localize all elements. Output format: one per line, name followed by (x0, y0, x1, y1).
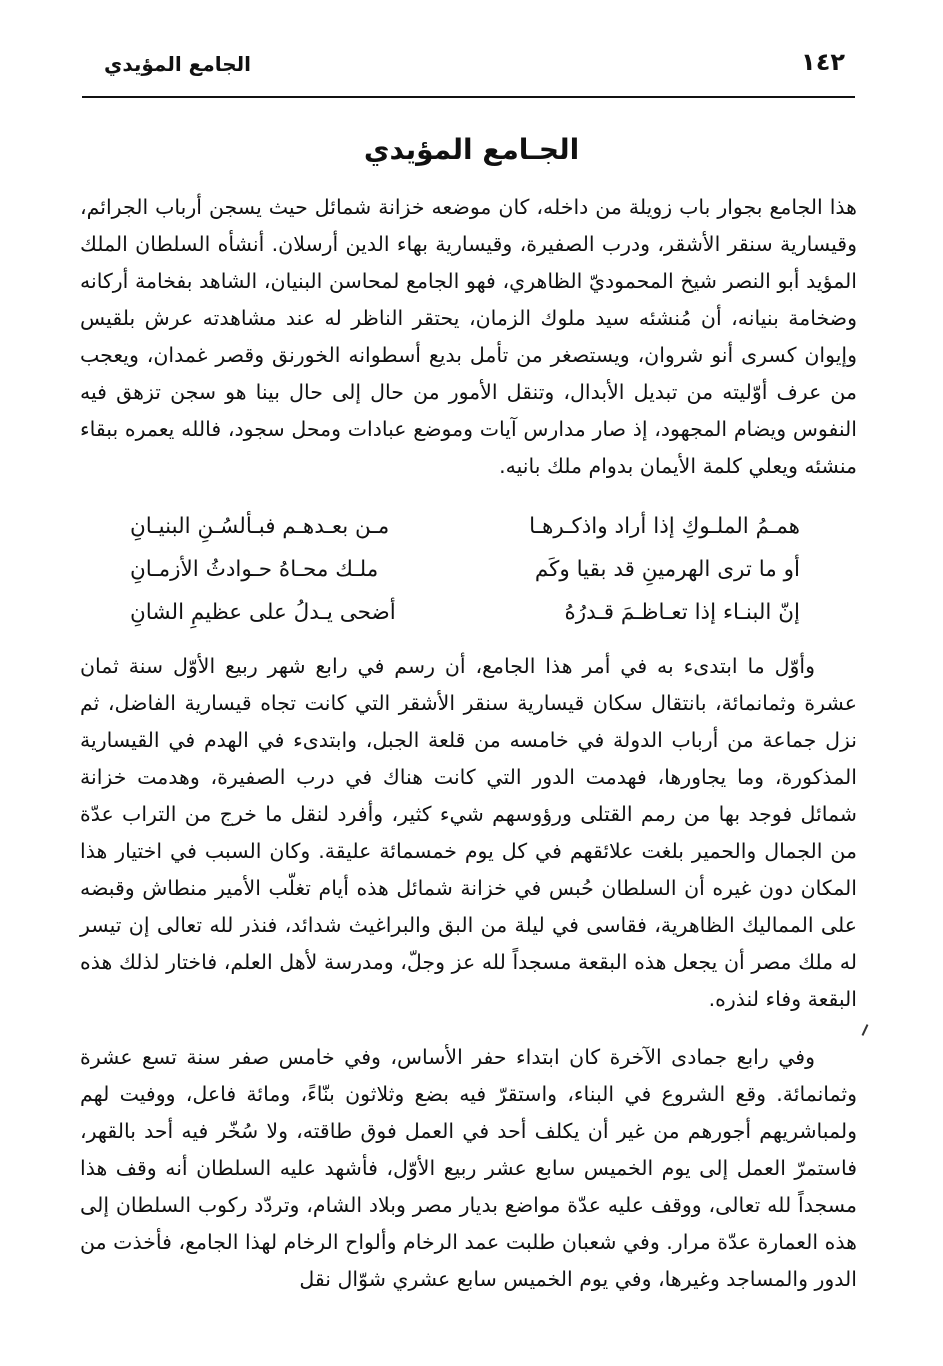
poem-hemistich-second: أضحى يـدلُ على عظيمِ الشانِ (130, 600, 396, 625)
poem-line (130, 591, 800, 634)
poem-line (130, 505, 800, 548)
paragraph-construction-start: وأوّل ما ابتدىء به في أمر هذا الجامع، أن رسم في رابع شهر ربيع الأوّل سنة ثمان عشرة وثمانمائة، بانتقال سكان قيسارية سنقر الأشقر التي كانت تجاه قيسارية الفاضل، ثم نزل جماعة من أرباب الدولة في خامسه من قلعة الجبل، وابتدىء في الهدم في القيسارية المذكورة، وما يجاورها، فهدمت الدور التي كانت هناك في درب الصفيرة، وهدمت خزانة شمائل فوجد بها من رمم القتلى ورؤوسهم شيء كثير، وأفرد لنقل ما خرج من التراب عدّة من الجمال والحمير بلغت علائقهم في كل يوم خمسمائة عليقة. وكان السبب في اختيار هذا المكان دون غيره أن السلطان حُبس في خزانة شمائل هذه أيام تغلّب الأمير منطاش وقبضه على المماليك الظاهرية، فقاسى في ليلة من البق والبراغيث شدائد، فنذر لله تعالى إن تيسر له ملك مصر أن يجعل هذه البقعة مسجداً لله عز وجلّ، ومدرسة لأهل العلم، فاختار لذلك هذه البقعة وفاء لنذره. (80, 654, 857, 1011)
paragraph-intro: هذا الجامع بجوار باب زويلة من داخله، كان موضعه خزانة شمائل حيث يسجن أرباب الجرائم، وقيسارية سنقر الأشقر، ودرب الصفيرة، وقيسارية بهاء الدين أرسلان. أنشأه السلطان الملك المؤيد أبو النصر شيخ المحموديّ الظاهري، فهو الجامع لمحاسن البنيان، الشاهد بفخامة أركانه وضخامة بنيانه، أن مُنشئه سيد ملوك الزمان، يحتقر الناظر له عند مشاهدته عرش بلقيس وإيوان كسرى أنو شروان، ويستصغر من تأمل بديع أسطوانه الخورنق وقصر غمدان، ويعجب من عرف أوّليته من تبديل الأبدال، وتنقل الأمور من حال إلى حال بينا هو سجن تزهق فيه النفوس ويضام المجهود، إذ صار مدارس آيات وموضع عبادات ومحل سجود، فالله يعمره ببقاء منشئه ويعلي كلمة الأيمان بدوام ملك بانيه. (80, 195, 857, 478)
section-title: الجـامع المؤيدي (363, 133, 580, 166)
poem-hemistich-second: مـن بعـدهـم فبـألسُـنِ البنيـانِ (130, 514, 390, 539)
poem (130, 505, 800, 635)
header-divider (82, 96, 855, 98)
poem-hemistich-first: إنّ البنـاء إذا تعـاظـمَ قـدرُهُ (564, 600, 800, 625)
page-number: ١٤٢ (801, 48, 845, 76)
running-header (82, 44, 855, 84)
poem-line (130, 548, 800, 591)
poem-hemistich-first: أو ما ترى الهرمينِ قد بقيا وكَم (534, 557, 800, 582)
paragraph-foundation: وفي رابع جمادى الآخرة كان ابتداء حفر الأساس، وفي خامس صفر سنة تسع عشرة وثمانمائة. وقع الشروع في البناء، واستقرّ فيه بضع وثلاثون بنّاءً، ومائة فاعل، ووفيت لهم ولمباشريهم أجورهم من غير أن يكلف أحد في العمل فوق طاقته، ولا سُخّر فيه أحد بالقهر، فاستمرّ العمل إلى يوم الخميس سابع عشر ربيع الأوّل، فأشهد عليه السلطان أنه وقف هذا مسجداً لله تعالى، ووقف عليه عدّة مواضع بديار مصر وبلاد الشام، وتردّد ركوب السلطان إلى هذه العمارة عدّة مرار. وفي شعبان طلبت عمد الرخام وألواح الرخام لهذا الجامع، فأخذت من الدور والمساجد وغيرها، وفي يوم الخميس سابع عشري شوّال نقل (80, 1045, 857, 1291)
margin-mark (862, 1024, 869, 1036)
poem-hemistich-first: همـمُ الملـوكِ إذا أراد واذكـرهـا (529, 514, 800, 539)
poem-hemistich-second: ملـك محـاهُ حـوادثُ الأزمـانِ (130, 557, 379, 582)
running-title: الجامع المؤيدي (104, 52, 252, 76)
